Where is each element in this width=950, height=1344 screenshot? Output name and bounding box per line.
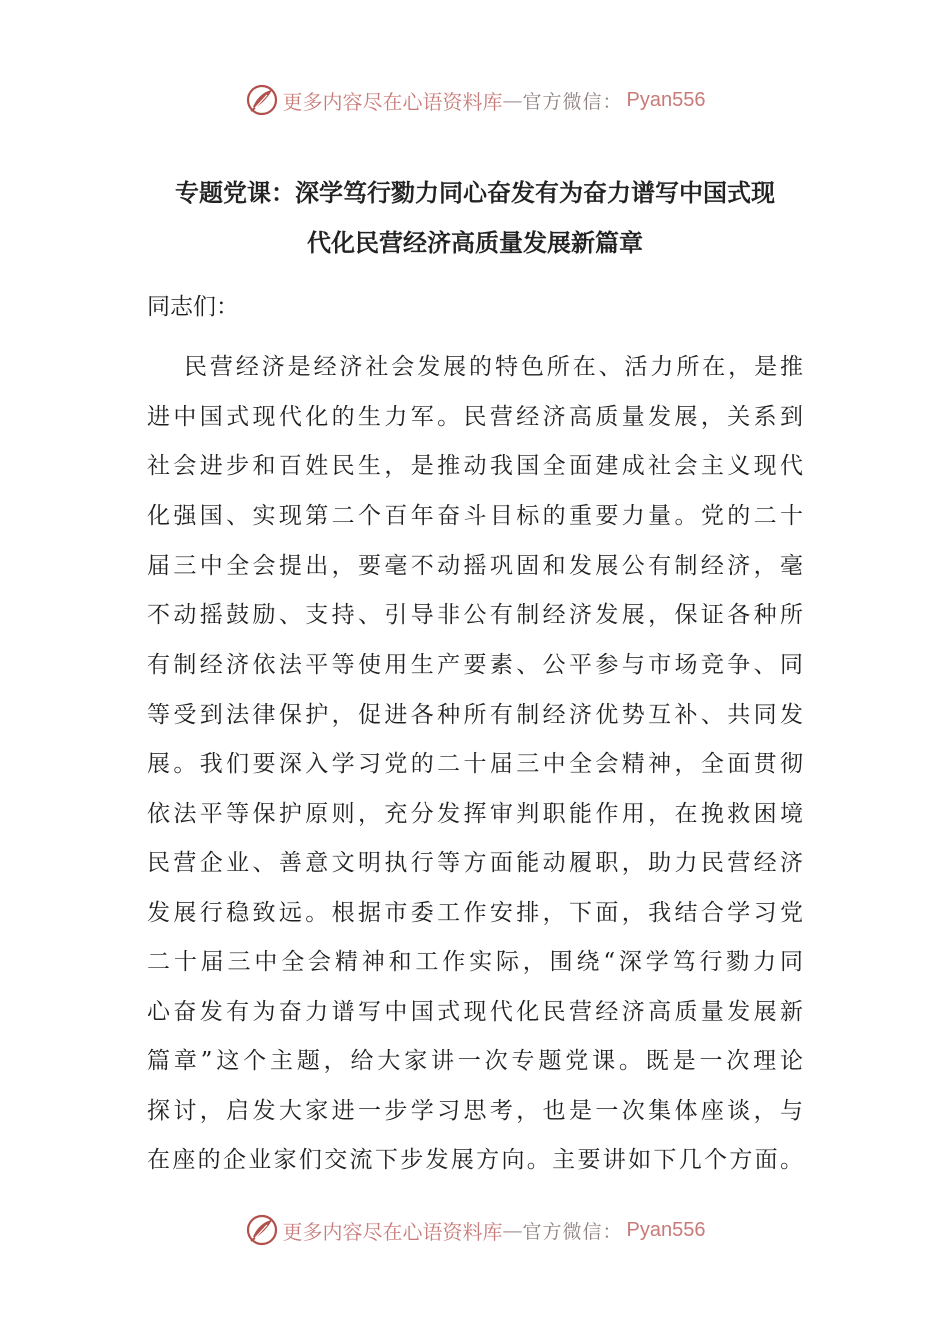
banner-brand-text: 更多内容尽在心语资料库 (282, 1219, 503, 1244)
banner-separator: — (502, 1218, 523, 1242)
paragraph-line: 民营经济是经济社会发展的特色所在、活力所在，是推 (184, 354, 803, 380)
header-banner (0, 80, 950, 120)
paragraph-line: 在座的企业家们交流下步发展方向。主要讲如下几个方面。 (147, 1147, 803, 1173)
banner-brand-text: 更多内容尽在心语资料库 (282, 89, 503, 114)
paragraph-line: 发展行稳致远。根据市委工作安排，下面，我结合学习党 (147, 900, 803, 926)
paragraph-line: 届三中全会提出，要毫不动摇巩固和发展公有制经济，毫 (147, 553, 803, 579)
banner-wechat-id: Pyan556 (626, 88, 706, 111)
paragraph-line: 心奋发有为奋力谱写中国式现代化民营经济高质量发展新 (147, 999, 803, 1025)
paragraph-line: 进中国式现代化的生力军。民营经济高质量发展，关系到 (147, 404, 803, 430)
pen-leaf-logo-icon (245, 83, 279, 117)
banner-wechat-id: Pyan556 (626, 1218, 706, 1241)
paragraph-line: 依法平等保护原则，充分发挥审判职能作用，在挽救困境 (147, 801, 803, 827)
paragraph-line: 社会进步和百姓民生，是推动我国全面建成社会主义现代 (147, 453, 803, 479)
paragraph-line: 探讨，启发大家进一步学习思考，也是一次集体座谈，与 (147, 1098, 803, 1124)
paragraph-line: 展。我们要深入学习党的二十届三中全会精神，全面贯彻 (147, 751, 803, 777)
document-title-line-2: 代化民营经济高质量发展新篇章 (307, 229, 643, 257)
paragraph-line: 有制经济依法平等使用生产要素、公平参与市场竞争、同 (147, 652, 803, 678)
paragraph-line: 化强国、实现第二个百年奋斗目标的重要力量。党的二十 (147, 503, 803, 529)
banner-wechat-label: 官方微信： (522, 1220, 623, 1243)
paragraph-line: 民营企业、善意文明执行等方面能动履职，助力民营经济 (147, 850, 803, 876)
banner-wechat-label: 官方微信： (522, 90, 623, 113)
pen-leaf-logo-icon (245, 1213, 279, 1247)
paragraph-line: 等受到法律保护，促进各种所有制经济优势互补、共同发 (147, 702, 803, 728)
banner-separator: — (502, 88, 523, 112)
paragraph-line: 不动摇鼓励、支持、引导非公有制经济发展，保证各种所 (147, 602, 803, 628)
footer-banner (0, 1210, 950, 1250)
document-title-line-1: 专题党课：深学笃行勠力同心奋发有为奋力谱写中国式现 (175, 179, 775, 207)
paragraph-line: 篇章”这个主题，给大家讲一次专题党课。既是一次理论 (147, 1048, 803, 1074)
paragraph-line: 二十届三中全会精神和工作实际，围绕“深学笃行勠力同 (147, 949, 803, 975)
salutation: 同志们： (147, 294, 239, 320)
